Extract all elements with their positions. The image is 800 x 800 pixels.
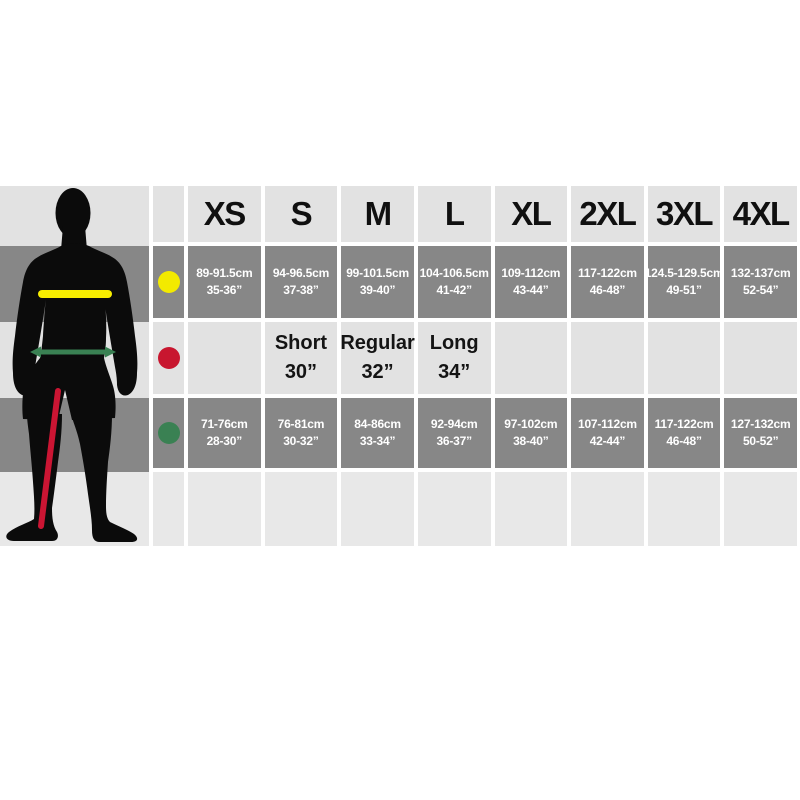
- dot-column-header: [153, 186, 184, 242]
- fit-cell-xl: [495, 322, 568, 394]
- bottom-cell-s: [265, 472, 338, 546]
- figure-column: [0, 186, 149, 546]
- waist-dot-cell: [153, 398, 184, 468]
- red-dot-icon: [158, 347, 180, 369]
- green-dot-icon: [158, 422, 180, 444]
- waist-cell-xs: 71-76cm 28-30”: [188, 398, 261, 468]
- size-header-l: L: [418, 186, 491, 242]
- bottom-cell-l: [418, 472, 491, 546]
- fit-cell-3xl: [648, 322, 721, 394]
- bottom-cell-m: [341, 472, 414, 546]
- leg-dot-cell: [153, 322, 184, 394]
- bottom-cell-2xl: [571, 472, 644, 546]
- waist-cell-4xl: 127-132cm 50-52”: [724, 398, 797, 468]
- chest-cell-l: 104-106.5cm 41-42”: [418, 246, 491, 318]
- size-chart-table: [0, 186, 797, 546]
- size-header-m: M: [341, 186, 414, 242]
- fit-cell-4xl: [724, 322, 797, 394]
- chest-cell-s: 94-96.5cm 37-38”: [265, 246, 338, 318]
- bottom-cell-4xl: [724, 472, 797, 546]
- bottom-cell-xl: [495, 472, 568, 546]
- chest-cell-xs: 89-91.5cm 35-36”: [188, 246, 261, 318]
- fit-cell-l: Long 34”: [418, 322, 491, 394]
- chest-cell-3xl: 124.5-129.5cm 49-51”: [648, 246, 721, 318]
- size-header-s: S: [265, 186, 338, 242]
- torso-arms-shorts-silhouette: [13, 243, 138, 420]
- fit-cell-xs: [188, 322, 261, 394]
- yellow-dot-icon: [158, 271, 180, 293]
- size-header-2xl: 2XL: [571, 186, 644, 242]
- waist-cell-xl: 97-102cm 38-40”: [495, 398, 568, 468]
- fit-cell-m: Regular 32”: [341, 322, 414, 394]
- waist-cell-l: 92-94cm 36-37”: [418, 398, 491, 468]
- chest-cell-2xl: 117-122cm 46-48”: [571, 246, 644, 318]
- waist-cell-s: 76-81cm 30-32”: [265, 398, 338, 468]
- chest-cell-xl: 109-112cm 43-44”: [495, 246, 568, 318]
- waist-cell-m: 84-86cm 33-34”: [341, 398, 414, 468]
- right-leg-silhouette: [71, 414, 137, 542]
- bottom-cell-3xl: [648, 472, 721, 546]
- size-header-xs: XS: [188, 186, 261, 242]
- chest-dot-cell: [153, 246, 184, 318]
- chest-cell-4xl: 132-137cm 52-54”: [724, 246, 797, 318]
- size-header-xl: XL: [495, 186, 568, 242]
- fit-cell-2xl: [571, 322, 644, 394]
- bottom-cell-xs: [188, 472, 261, 546]
- bottom-cell-dot: [153, 472, 184, 546]
- waist-cell-2xl: 107-112cm 42-44”: [571, 398, 644, 468]
- size-header-3xl: 3XL: [648, 186, 721, 242]
- fit-cell-s: Short 30”: [265, 322, 338, 394]
- size-header-4xl: 4XL: [724, 186, 797, 242]
- chest-cell-m: 99-101.5cm 39-40”: [341, 246, 414, 318]
- body-silhouette: [0, 186, 149, 546]
- waist-cell-3xl: 117-122cm 46-48”: [648, 398, 721, 468]
